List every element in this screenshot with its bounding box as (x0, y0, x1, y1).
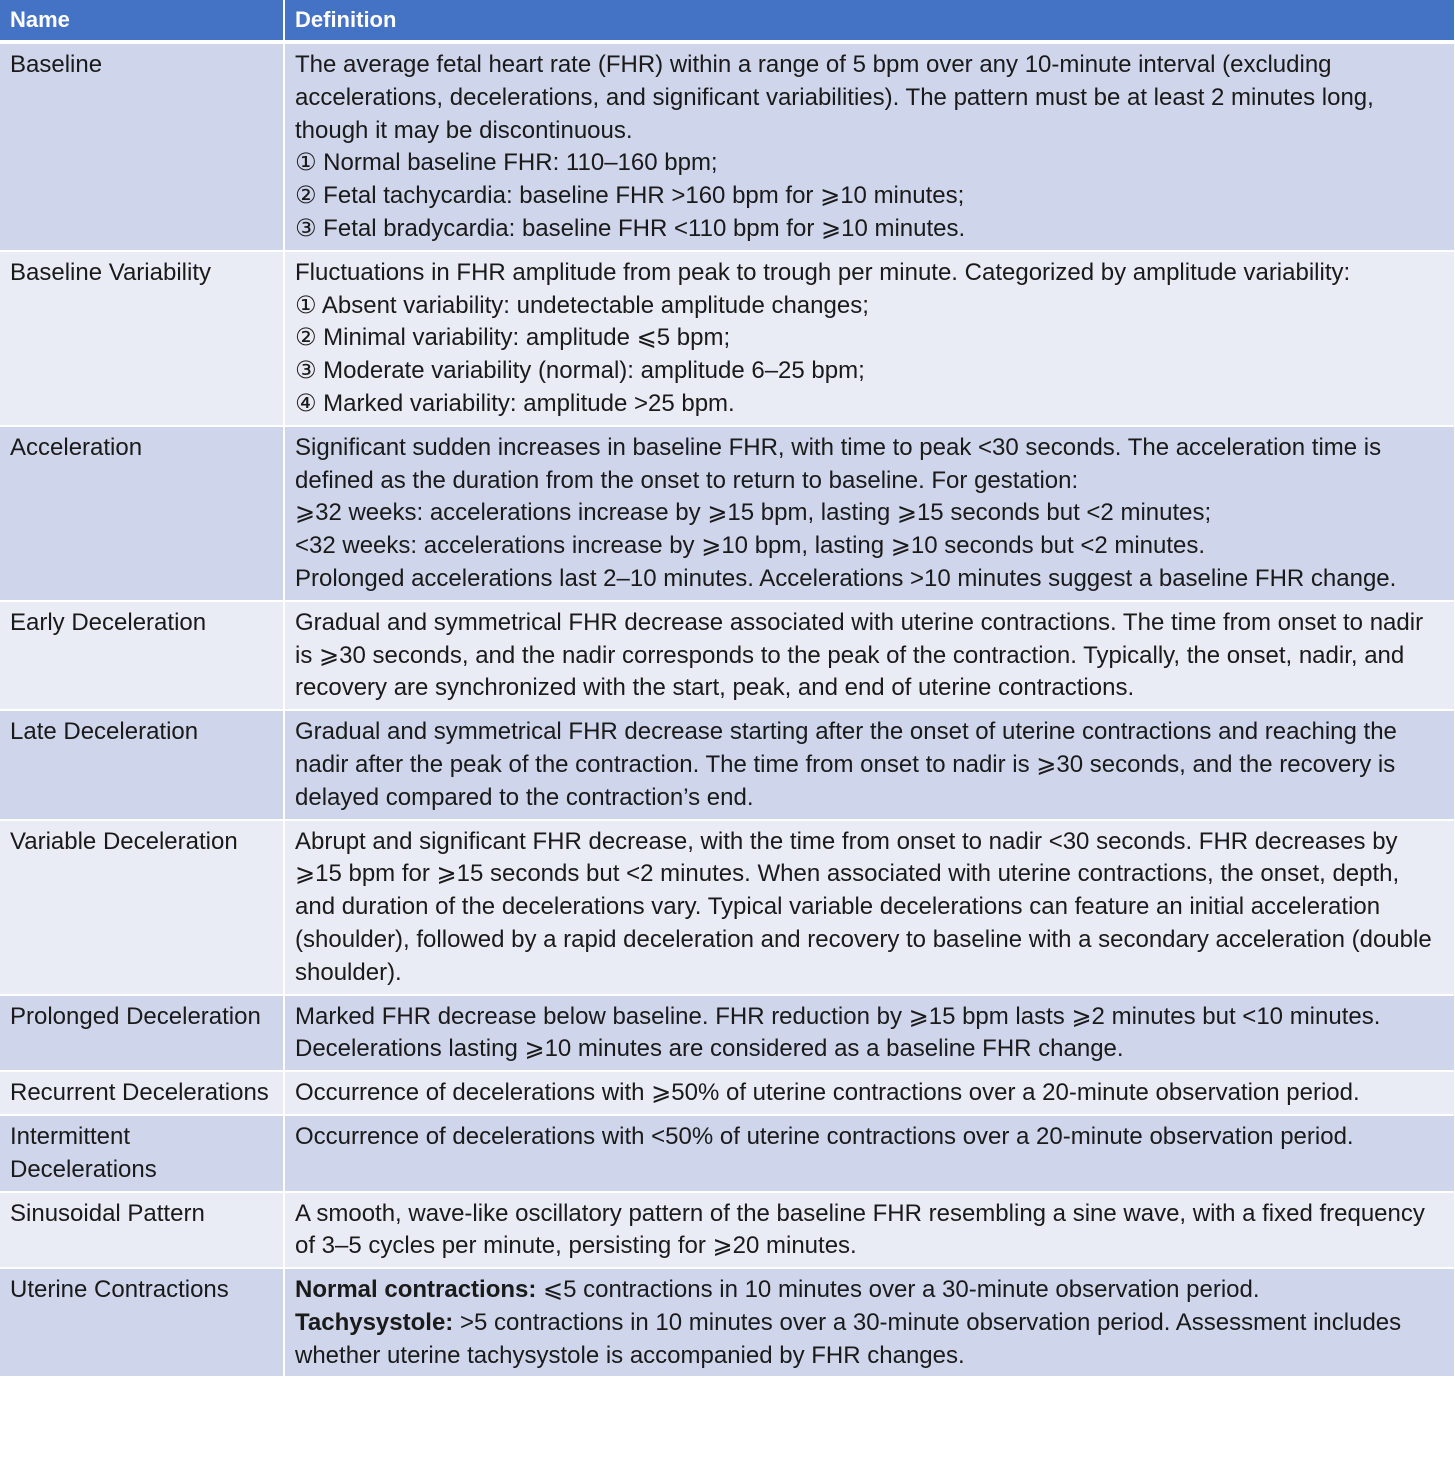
table-row (0, 426, 1455, 601)
table-row (0, 251, 1455, 426)
definition-line: Gradual and symmetrical FHR decrease associated with uterine contractions. The time from onset to nadir is ⩾30 seconds, and the nadir corresponds to the peak of the contraction. Typically, the onset, nadir, and recovery are synchronized with the start, peak, and end of uterine contractions. (295, 608, 1424, 702)
term-definition (284, 710, 1455, 819)
term-name: Sinusoidal Pattern (0, 1192, 284, 1269)
term-definition (284, 1071, 1455, 1115)
table-row (0, 1192, 1455, 1269)
definition-text: >5 contractions in 10 minutes over a 30-minute observation period. Assessment includes whether uterine tachysystole is accompanied by FHR changes. (295, 1308, 1402, 1369)
definition-line: ① Normal baseline FHR: 110–160 bpm; (295, 149, 718, 177)
definition-line: Marked FHR decrease below baseline. FHR reduction by ⩾15 bpm lasts ⩾2 minutes but <10 minutes. Decelerations lasting ⩾10 minutes are considered as a baseline FHR change. (295, 1002, 1381, 1063)
term-definition (284, 1268, 1455, 1377)
table-row (0, 1115, 1455, 1192)
definition-bold-label: Normal contractions: (295, 1276, 537, 1304)
term-name: Early Deceleration (0, 601, 284, 710)
term-name: Intermittent Decelerations (0, 1115, 284, 1192)
table-row (0, 710, 1455, 819)
definition-line (295, 1274, 1444, 1307)
term-definition (284, 1115, 1455, 1192)
term-name: Baseline Variability (0, 251, 284, 426)
term-definition (284, 995, 1455, 1072)
term-definition (284, 601, 1455, 710)
term-name: Uterine Contractions (0, 1268, 284, 1377)
term-name: Recurrent Decelerations (0, 1071, 284, 1115)
definition-line: The average fetal heart rate (FHR) within a range of 5 bpm over any 10-minute interval (excluding accelerations, decelerations, and significant variabilities). The pattern must be at least 2 minutes long, though it may be discontinuous. (295, 51, 1374, 144)
definition-line: ③ Fetal bradycardia: baseline FHR <110 bpm for ⩾10 minutes. (295, 214, 966, 242)
table-row (0, 1071, 1455, 1115)
term-name: Acceleration (0, 426, 284, 601)
definition-line: Prolonged accelerations last 2–10 minutes. Accelerations >10 minutes suggest a baseline FHR change. (295, 564, 1397, 592)
term-definition (284, 42, 1455, 251)
table-row (0, 1268, 1455, 1377)
table-row (0, 995, 1455, 1072)
table-row (0, 601, 1455, 710)
definition-line: ② Fetal tachycardia: baseline FHR >160 bpm for ⩾10 minutes; (295, 182, 965, 210)
term-definition (284, 820, 1455, 995)
header-row (0, 0, 1455, 42)
definition-line: ② Minimal variability: amplitude ⩽5 bpm; (295, 324, 731, 352)
table-row (0, 820, 1455, 995)
term-definition (284, 251, 1455, 426)
definition-line: A smooth, wave-like oscillatory pattern of the baseline FHR resembling a sine wave, with a fixed frequency of 3–5 cycles per minute, persisting for ⩾20 minutes. (295, 1199, 1425, 1260)
definition-line: Fluctuations in FHR amplitude from peak to trough per minute. Categorized by amplitude variability: (295, 258, 1351, 286)
definition-line: Occurrence of decelerations with ⩾50% of uterine contractions over a 20-minute observation period. (295, 1079, 1360, 1107)
definition-line: Occurrence of decelerations with <50% of uterine contractions over a 20-minute observation period. (295, 1122, 1354, 1150)
definition-line: Gradual and symmetrical FHR decrease starting after the onset of uterine contractions and reaching the nadir after the peak of the contraction. The time from onset to nadir is ⩾30 seconds, and the recovery is delayed compared to the contraction’s end. (295, 718, 1397, 811)
term-definition (284, 426, 1455, 601)
term-name: Baseline (0, 42, 284, 251)
header-name: Name (0, 0, 284, 42)
definition-line: ③ Moderate variability (normal): amplitude 6–25 bpm; (295, 357, 865, 385)
definition-line (295, 1307, 1444, 1373)
definition-line: ⩾32 weeks: accelerations increase by ⩾15 bpm, lasting ⩾15 seconds but <2 minutes; (295, 499, 1212, 527)
table-row (0, 42, 1455, 251)
definition-text: ⩽5 contractions in 10 minutes over a 30-minute observation period. (536, 1276, 1260, 1304)
term-definition (284, 1192, 1455, 1269)
term-name: Late Deceleration (0, 710, 284, 819)
definition-bold-label: Tachysystole: (295, 1308, 454, 1336)
header-definition: Definition (284, 0, 1455, 42)
definition-line: Abrupt and significant FHR decrease, with the time from onset to nadir <30 seconds. FHR decreases by ⩾15 bpm for ⩾15 seconds but <2 minutes. When associated with uterine contractions, the onset, depth, and duration of the decelerations vary. Typical variable decelerations can feature an initial acceleration (shoulder), followed by a rapid deceleration and recovery to baseline with a secondary acceleration (double shoulder). (295, 827, 1432, 986)
definition-line: ④ Marked variability: amplitude >25 bpm. (295, 389, 735, 417)
term-name: Prolonged Deceleration (0, 995, 284, 1072)
definition-line: <32 weeks: accelerations increase by ⩾10 bpm, lasting ⩾10 seconds but <2 minutes. (295, 532, 1206, 560)
definition-line: ① Absent variability: undetectable amplitude changes; (295, 291, 869, 319)
definition-line: Significant sudden increases in baseline FHR, with time to peak <30 seconds. The acceleration time is defined as the duration from the onset to return to baseline. For gestation: (295, 433, 1382, 494)
term-name: Variable Deceleration (0, 820, 284, 995)
